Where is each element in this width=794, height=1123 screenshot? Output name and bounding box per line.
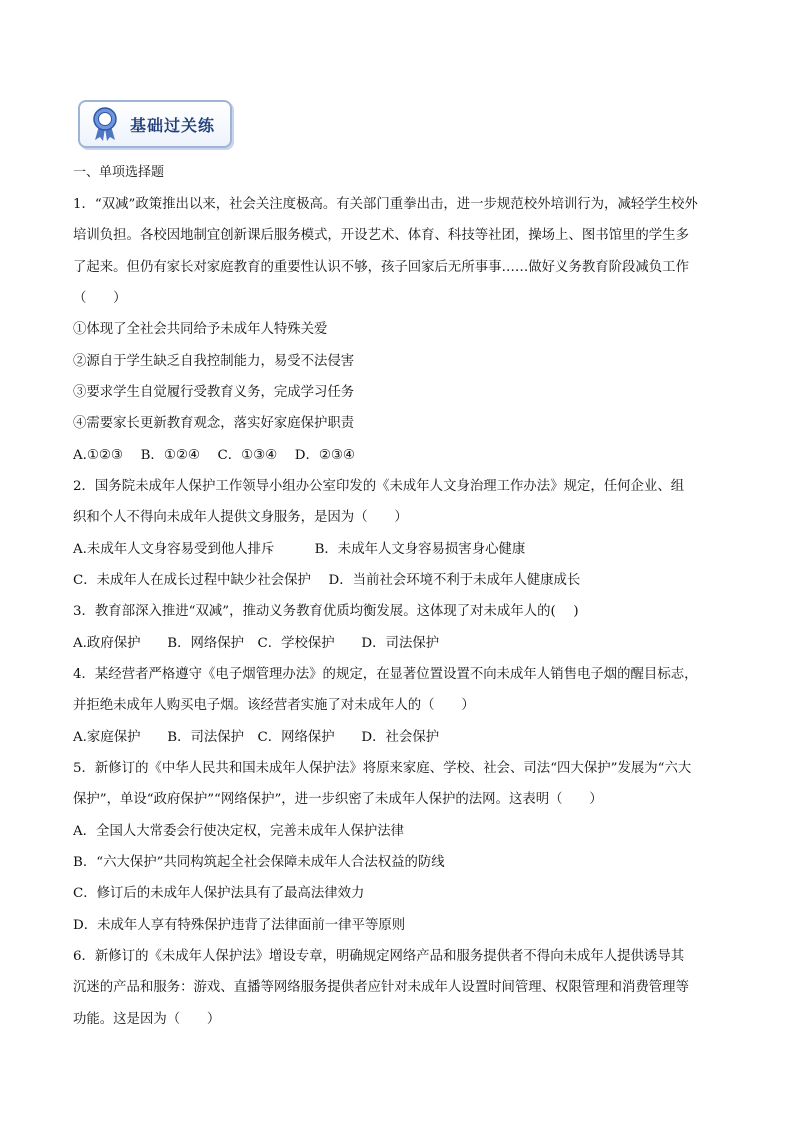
question-5-option-c: C．修订后的未成年人保护法具有了最高法律效力: [73, 886, 365, 901]
question-3-options: A.政府保护 B．网络保护 C．学校保护 D．司法保护: [73, 636, 440, 651]
question-6-text: 功能。这是因为（ ）: [73, 1012, 221, 1027]
question-1-blank: （ ）: [73, 291, 127, 306]
medal-icon: [90, 106, 120, 142]
question-2-options-ab: A.未成年人文身容易受到他人排斥 B．未成年人文身容易损害身心健康: [73, 542, 526, 557]
question-4-options: A.家庭保护 B．司法保护 C．网络保护 D．社会保护: [73, 730, 440, 745]
question-6-text: 6．新修订的《未成年人保护法》增设专章，明确规定网络产品和服务提供者不得向未成年人提供诱导其: [73, 949, 685, 964]
question-4-text: 并拒绝未成年人购买电子烟。该经营者实施了对未成年人的（ ）: [73, 698, 475, 713]
question-5-option-d: D．未成年人享有特殊保护违背了法律面前一律平等原则: [73, 918, 406, 933]
question-1-statement-1: ①体现了全社会共同给予未成年人特殊关爱: [73, 322, 328, 337]
question-1-text: 培训负担。各校因地制宜创新课后服务模式，开设艺术、体育、科技等社团，操场上、图书馆里的学生多: [73, 228, 689, 243]
question-2-text: 织和个人不得向未成年人提供文身服务，是因为（ ）: [73, 510, 408, 525]
question-5-text: 保护”，单设“政府保护”“网络保护”，进一步织密了未成年人保护的法网。这表明（ ）: [73, 792, 603, 807]
question-1-text: 1．“双减”政策推出以来，社会关注度极高。有关部门重拳出击，进一步规范校外培训行为，减轻学生校外: [73, 197, 698, 212]
question-2-options-cd: C．未成年人在成长过程中缺少社会保护 D．当前社会环境不利于未成年人健康成长: [73, 573, 581, 588]
section-title: 一、单项选择题: [73, 165, 165, 180]
question-1-statement-3: ③要求学生自觉履行受教育义务，完成学习任务: [73, 385, 355, 400]
section-banner: [78, 100, 232, 148]
question-1-statement-4: ④需要家长更新教育观念，落实好家庭保护职责: [73, 416, 355, 431]
question-6-text: 沉迷的产品和服务：游戏、直播等网络服务提供者应针对未成年人设置时间管理、权限管理和消费管理等: [73, 980, 689, 995]
question-5-text: 5．新修订的《中华人民共和国未成年人保护法》将原来家庭、学校、社会、司法“四大保护”发展为“六大: [73, 761, 692, 776]
question-5-option-a: A．全国人大常委会行使决定权，完善未成年人保护法律: [73, 824, 405, 839]
question-1-statement-2: ②源自于学生缺乏自我控制能力，易受不法侵害: [73, 354, 355, 369]
question-5-option-b: B．“六大保护”共同构筑起全社会保障未成年人合法权益的防线: [73, 855, 445, 870]
question-1-options: A.①②③ B．①②④ C．①③④ D．②③④: [73, 448, 355, 463]
question-1-text: 了起来。但仍有家长对家庭教育的重要性认识不够，孩子回家后无所事事……做好义务教育阶段减负工作: [73, 260, 689, 275]
question-3-text: 3．教育部深入推进“双减”，推动义务教育优质均衡发展。这体现了对未成年人的( ): [73, 604, 579, 619]
question-4-text: 4．某经营者严格遵守《电子烟管理办法》的规定，在显著位置设置不向未成年人销售电子烟的醒目标志，: [73, 667, 698, 682]
banner-title: 基础过关练: [130, 116, 216, 135]
question-2-text: 2．国务院未成年人保护工作领导小组办公室印发的《未成年人文身治理工作办法》规定，任何企业、组: [73, 479, 685, 494]
